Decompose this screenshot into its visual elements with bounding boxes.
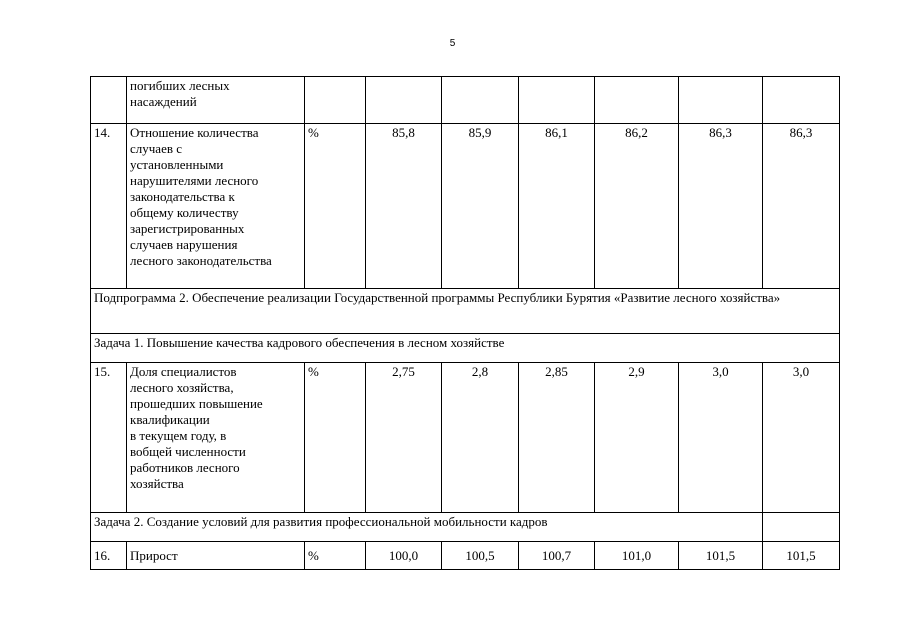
value-cell	[763, 77, 840, 124]
value-cell: 85,9	[442, 124, 519, 289]
indicator-name-cell: Отношение количества случаев с установленными нарушителями лесного законодательства к общему количеству зарегистрированных случаев нарушения лесного законодательства	[127, 124, 305, 289]
indicator-name-cell: погибших лесных насаждений	[127, 77, 305, 124]
value-cell: 100,0	[366, 542, 442, 570]
value-cell	[679, 77, 763, 124]
indicators-table	[90, 76, 840, 570]
row-number-cell	[91, 77, 127, 124]
unit-cell: %	[305, 124, 366, 289]
row-number-cell: 16.	[91, 542, 127, 570]
unit-cell: %	[305, 542, 366, 570]
value-cell	[366, 77, 442, 124]
value-cell: 2,9	[595, 363, 679, 513]
value-cell	[519, 77, 595, 124]
value-cell: 101,5	[763, 542, 840, 570]
table-row-15	[91, 363, 840, 513]
task-header-row	[91, 334, 840, 363]
row-number-cell: 14.	[91, 124, 127, 289]
task-title: Задача 1. Повышение качества кадрового обеспечения в лесном хозяйстве	[91, 334, 840, 363]
table-row-14	[91, 124, 840, 289]
value-cell: 101,5	[679, 542, 763, 570]
unit-cell: %	[305, 363, 366, 513]
task-title: Задача 2. Создание условий для развития профессиональной мобильности кадров	[91, 513, 763, 542]
value-cell: 3,0	[763, 363, 840, 513]
unit-cell	[305, 77, 366, 124]
value-cell: 100,5	[442, 542, 519, 570]
empty-cell	[763, 513, 840, 542]
value-cell: 86,1	[519, 124, 595, 289]
value-cell: 100,7	[519, 542, 595, 570]
value-cell: 2,75	[366, 363, 442, 513]
task-header-row	[91, 513, 840, 542]
value-cell: 2,85	[519, 363, 595, 513]
table-row-16	[91, 542, 840, 570]
table-row-continued	[91, 77, 840, 124]
value-cell	[442, 77, 519, 124]
value-cell: 2,8	[442, 363, 519, 513]
value-cell: 86,2	[595, 124, 679, 289]
value-cell: 101,0	[595, 542, 679, 570]
subprogram-header-row	[91, 289, 840, 334]
value-cell: 85,8	[366, 124, 442, 289]
value-cell: 86,3	[763, 124, 840, 289]
value-cell	[595, 77, 679, 124]
indicator-name-cell: Прирост	[127, 542, 305, 570]
row-number-cell: 15.	[91, 363, 127, 513]
page-number: 5	[449, 38, 456, 49]
indicator-name-cell: Доля специалистов лесного хозяйства, прошедших повышение квалификации в текущем году, в вобщей численности работников лесного хозяйства	[127, 363, 305, 513]
value-cell: 86,3	[679, 124, 763, 289]
value-cell: 3,0	[679, 363, 763, 513]
subprogram-title: Подпрограмма 2. Обеспечение реализации Государственной программы Республики Бурятия «Развитие лесного хозяйства»	[91, 289, 840, 334]
